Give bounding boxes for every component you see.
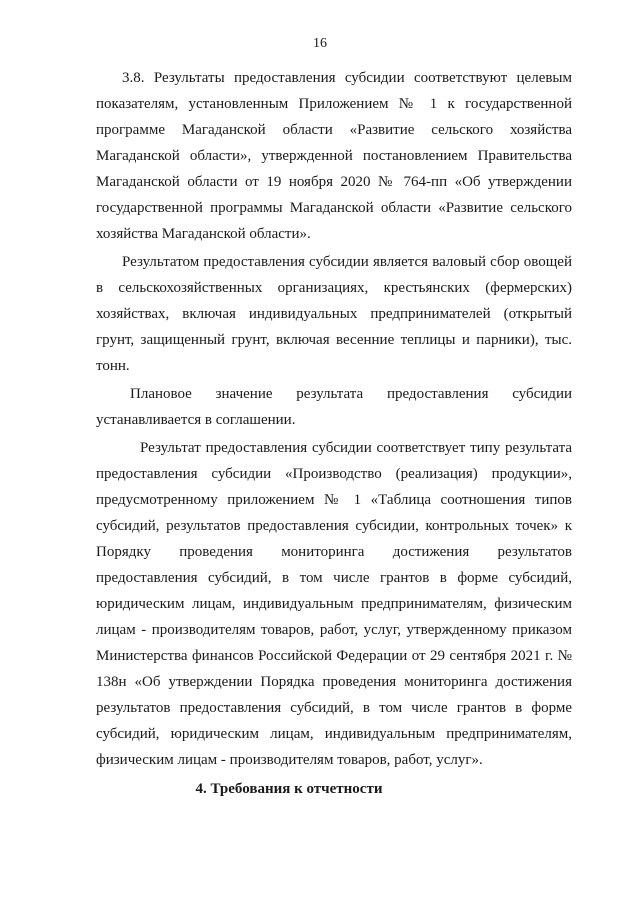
text-line: устанавливается в соглашении.: [96, 412, 296, 428]
page-number: 16: [313, 36, 327, 51]
text-line: 3.8. Результаты предоставления субсидии соответствуют целевым: [122, 70, 572, 86]
text-line: 138н «Об утверждении Порядка проведения мониторинга достижения: [96, 674, 572, 690]
text-line: Магаданской области», утвержденной постановлением Правительства: [96, 148, 572, 164]
text-line: Магаданской области от 19 ноября 2020 № 764-пп «Об утверждении: [96, 174, 572, 190]
text-line: Результат предоставления субсидии соответствует типу результата: [140, 440, 572, 456]
text-line: субсидий, юридическим лицам, индивидуальным предпринимателям,: [96, 726, 572, 742]
text-line: государственной программы Магаданской области «Развитие сельского: [96, 200, 572, 216]
text-line: юридическим лицам, индивидуальным предпринимателям, физическим: [96, 596, 572, 612]
text-line: физическим лицам - производителям товаров, работ, услуг».: [96, 752, 483, 768]
text-line: показателям, установленным Приложением № 1 к государственной: [96, 96, 572, 112]
text-line: в сельскохозяйственных организациях, крестьянских (фермерских): [96, 280, 572, 296]
text-line: хозяйствах, включая индивидуальных предпринимателей (открытый: [96, 306, 572, 322]
text-line: тонн.: [96, 358, 130, 374]
text-line: хозяйства Магаданской области».: [96, 226, 311, 242]
text-line: Результатом предоставления субсидии является валовый сбор овощей: [122, 254, 572, 270]
text-line: Плановое значение результата предоставления субсидии: [130, 386, 572, 402]
text-line: предоставления субсидий, в том числе грантов в форме субсидий,: [96, 570, 572, 586]
text-line: программе Магаданской области «Развитие сельского хозяйства: [96, 122, 572, 138]
text-line: результатов предоставления субсидий, в том числе грантов в форме: [96, 700, 572, 716]
text-line: предоставления субсидии «Производство (реализация) продукции»,: [96, 466, 572, 482]
text-line: Порядку проведения мониторинга достижения результатов: [96, 544, 572, 560]
section-heading: 4. Требования к отчетности: [195, 781, 383, 797]
text-line: лицам - производителям товаров, работ, услуг, утвержденному приказом: [96, 622, 572, 638]
text-line: предусмотренному приложением № 1 «Таблица соотношения типов: [96, 492, 572, 508]
text-line: Министерства финансов Российской Федерации от 29 сентября 2021 г. №: [96, 648, 572, 664]
text-line: субсидий, результатов предоставления субсидии, контрольных точек» к: [96, 518, 572, 534]
text-line: грунт, защищенный грунт, включая весенние теплицы и парники), тыс.: [96, 332, 572, 348]
